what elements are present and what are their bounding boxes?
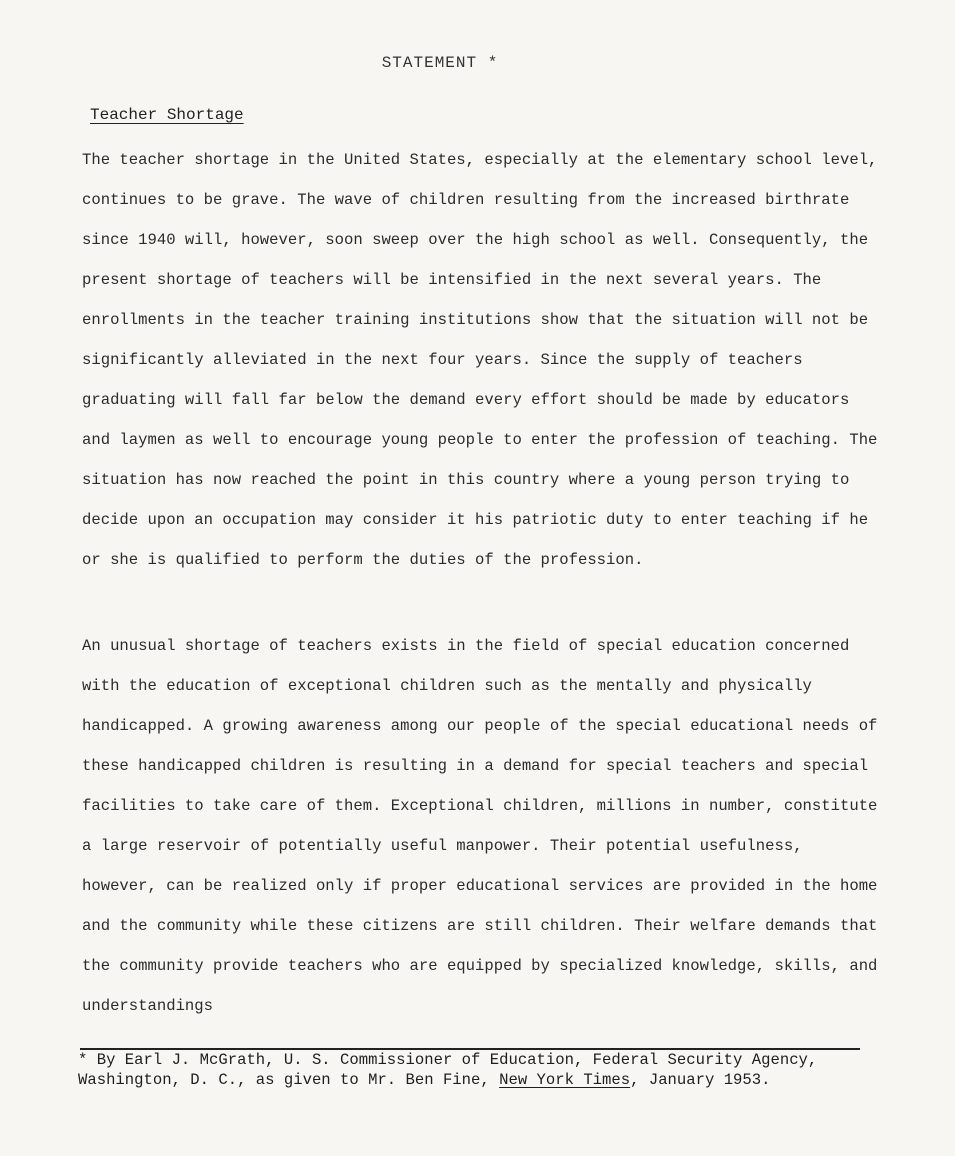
section-heading: Teacher Shortage	[90, 106, 244, 124]
footnote-line-2-prefix: Washington, D. C., as given to Mr. Ben Fine,	[78, 1071, 490, 1089]
document-title: STATEMENT *	[381, 54, 499, 72]
footnote-line-1: * By Earl J. McGrath, U. S. Commissioner of Education, Federal Security Agency,	[78, 1051, 818, 1069]
publication-name: New York Times	[499, 1071, 631, 1089]
paragraph-1: The teacher shortage in the United States, especially at the elementary school level, continues to be grave. The wave of children resulting from the increased birthrate since 1940 will, however, soon sweep over the high school as well. Consequently, the present shortage of teachers will be intensified in the next several years. The enrollments in the teacher training institutions show that the situation will not be significantly alleviated in the next four years. Since the supply of teachers graduating will fall far below the demand every effort should be made by educators and laymen as well to encourage young people to enter the profession of teaching. The situation has now reached the point in this country where a young person trying to decide upon an occupation may consider it his patriotic duty to enter teaching if he or she is qualified to perform the duties of the profession.	[82, 151, 878, 569]
paragraph-2: An unusual shortage of teachers exists in the field of special education concerned with the education of exceptional children such as the mentally and physically handicapped. A growing awareness among our people of the special educational needs of these handicapped children is resulting in a demand for special teachers and special facilities to take care of them. Exceptional children, millions in number, constitute a large reservoir of potentially useful manpower. Their potential usefulness, however, can be realized only if proper educational services are provided in the home and the community while these citizens are still children. Their welfare demands that the community provide teachers who are equipped by specialized knowledge, skills, and understandings	[82, 637, 878, 1015]
footnote-line-2-suffix: , January 1953.	[630, 1071, 771, 1089]
footnote-line-2	[78, 1070, 878, 1090]
footnote	[78, 1050, 878, 1090]
